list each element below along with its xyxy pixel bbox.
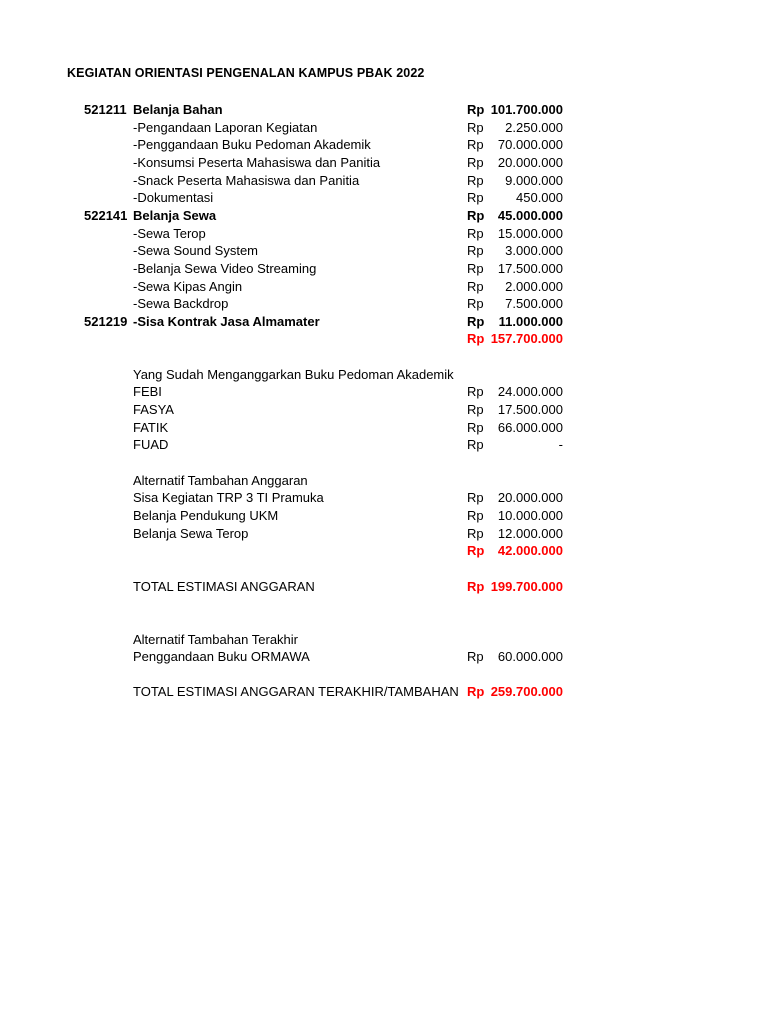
table-row bbox=[0, 330, 768, 348]
currency-label: Rp bbox=[467, 243, 484, 259]
currency-label: Rp bbox=[467, 102, 485, 117]
currency-label: Rp bbox=[467, 331, 485, 347]
row-label: -Sisa Kontrak Jasa Almamater bbox=[133, 313, 320, 329]
row-label: -Belanja Sewa Video Streaming bbox=[133, 260, 317, 276]
row-label: FATIK bbox=[133, 419, 169, 435]
currency-label: Rp bbox=[467, 190, 484, 206]
amount-value: 2.000.000 bbox=[505, 278, 563, 294]
row-label: Belanja Pendukung UKM bbox=[133, 507, 279, 523]
row-label: -Konsumsi Peserta Mahasiswa dan Panitia bbox=[133, 154, 381, 170]
table-row bbox=[0, 560, 768, 578]
table-row bbox=[0, 119, 768, 137]
amount-value: - bbox=[558, 437, 563, 453]
table-row bbox=[0, 189, 768, 207]
amount-value: 15.000.000 bbox=[497, 225, 563, 241]
currency-label: Rp bbox=[467, 225, 484, 241]
row-label: Penggandaan Buku ORMAWA bbox=[133, 649, 310, 665]
currency-label: Rp bbox=[467, 419, 484, 435]
table-row bbox=[0, 436, 768, 454]
row-label: FEBI bbox=[133, 384, 162, 400]
row-label: Alternatif Tambahan Terakhir bbox=[133, 631, 299, 647]
currency-label: Rp bbox=[467, 172, 484, 188]
row-label: -Pengandaan Laporan Kegiatan bbox=[133, 119, 318, 135]
row-label: FUAD bbox=[133, 437, 169, 453]
table-row bbox=[0, 172, 768, 190]
table-row bbox=[0, 348, 768, 366]
amount-value: 66.000.000 bbox=[497, 419, 563, 435]
row-label: Yang Sudah Menganggarkan Buku Pedoman Akademik bbox=[133, 366, 454, 382]
subtotal-amount: 157.700.000 bbox=[490, 331, 563, 347]
amount-value: 450.000 bbox=[516, 190, 563, 206]
row-label: -Dokumentasi bbox=[133, 190, 214, 206]
row-label: Belanja Bahan bbox=[133, 102, 223, 117]
currency-label: Rp bbox=[467, 137, 484, 153]
amount-value: 24.000.000 bbox=[497, 384, 563, 400]
amount-value: 11.000.000 bbox=[498, 313, 563, 329]
currency-label: Rp bbox=[467, 402, 484, 418]
currency-label: Rp bbox=[467, 684, 485, 700]
table-row bbox=[0, 683, 768, 701]
subtotal-amount: 199.700.000 bbox=[490, 578, 563, 594]
table-row bbox=[0, 136, 768, 154]
row-label: Sisa Kegiatan TRP 3 TI Pramuka bbox=[133, 490, 324, 506]
table-row bbox=[0, 613, 768, 631]
row-label: Belanja Sewa Terop bbox=[133, 525, 249, 541]
amount-value: 17.500.000 bbox=[497, 402, 563, 418]
table-row bbox=[0, 101, 768, 119]
currency-label: Rp bbox=[467, 525, 484, 541]
currency-label: Rp bbox=[467, 490, 484, 506]
amount-value: 101.700.000 bbox=[490, 102, 563, 117]
table-row bbox=[0, 525, 768, 543]
row-label: -Sewa Sound System bbox=[133, 243, 259, 259]
currency-label: Rp bbox=[467, 578, 485, 594]
account-code: 521219 bbox=[84, 313, 128, 329]
currency-label: Rp bbox=[467, 507, 484, 523]
table-row bbox=[0, 578, 768, 596]
amount-value: 70.000.000 bbox=[497, 137, 563, 153]
amount-value: 20.000.000 bbox=[497, 490, 563, 506]
table-row bbox=[0, 454, 768, 472]
row-label: TOTAL ESTIMASI ANGGARAN bbox=[133, 578, 315, 594]
subtotal-amount: 259.700.000 bbox=[490, 684, 563, 700]
amount-value: 10.000.000 bbox=[497, 507, 563, 523]
table-row bbox=[0, 295, 768, 313]
table-row bbox=[0, 383, 768, 401]
currency-label: Rp bbox=[467, 649, 484, 665]
table-row bbox=[0, 225, 768, 243]
currency-label: Rp bbox=[467, 154, 484, 170]
table-row bbox=[0, 472, 768, 490]
account-code: 522141 bbox=[84, 207, 128, 223]
row-label: TOTAL ESTIMASI ANGGARAN TERAKHIR/TAMBAHAN bbox=[133, 684, 459, 700]
table-row bbox=[0, 666, 768, 684]
row-label: FASYA bbox=[133, 402, 174, 418]
table-row bbox=[0, 631, 768, 649]
row-label: -Penggandaan Buku Pedoman Akademik bbox=[133, 137, 371, 153]
amount-value: 12.000.000 bbox=[497, 525, 563, 541]
row-label: -Sewa Backdrop bbox=[133, 296, 229, 312]
table-row bbox=[0, 260, 768, 278]
row-label: -Sewa Kipas Angin bbox=[133, 278, 243, 294]
table-row bbox=[0, 207, 768, 225]
amount-value: 17.500.000 bbox=[497, 260, 563, 276]
subtotal-amount: 42.000.000 bbox=[497, 543, 563, 559]
table-row bbox=[0, 366, 768, 384]
table-row bbox=[0, 419, 768, 437]
row-label: Belanja Sewa bbox=[133, 207, 217, 223]
table-row bbox=[0, 507, 768, 525]
currency-label: Rp bbox=[467, 437, 484, 453]
amount-value: 2.250.000 bbox=[505, 119, 563, 135]
row-label: Alternatif Tambahan Anggaran bbox=[133, 472, 308, 488]
currency-label: Rp bbox=[467, 543, 485, 559]
currency-label: Rp bbox=[467, 207, 485, 223]
amount-value: 60.000.000 bbox=[497, 649, 563, 665]
table-row bbox=[0, 401, 768, 419]
row-label: -Sewa Terop bbox=[133, 225, 206, 241]
amount-value: 3.000.000 bbox=[505, 243, 563, 259]
table-row bbox=[0, 313, 768, 331]
table-row bbox=[0, 278, 768, 296]
currency-label: Rp bbox=[467, 313, 485, 329]
amount-value: 7.500.000 bbox=[505, 296, 563, 312]
table-row bbox=[0, 489, 768, 507]
table-row bbox=[0, 154, 768, 172]
table-row bbox=[0, 242, 768, 260]
amount-value: 9.000.000 bbox=[505, 172, 563, 188]
currency-label: Rp bbox=[467, 119, 484, 135]
amount-value: 45.000.000 bbox=[497, 207, 563, 223]
currency-label: Rp bbox=[467, 278, 484, 294]
page-title: KEGIATAN ORIENTASI PENGENALAN KAMPUS PBAK 2022 bbox=[67, 66, 425, 80]
table-row bbox=[0, 648, 768, 666]
currency-label: Rp bbox=[467, 260, 484, 276]
row-label: -Snack Peserta Mahasiswa dan Panitia bbox=[133, 172, 360, 188]
amount-value: 20.000.000 bbox=[497, 154, 563, 170]
table-row bbox=[0, 542, 768, 560]
currency-label: Rp bbox=[467, 296, 484, 312]
table-row bbox=[0, 595, 768, 613]
currency-label: Rp bbox=[467, 384, 484, 400]
account-code: 521211 bbox=[84, 102, 127, 117]
